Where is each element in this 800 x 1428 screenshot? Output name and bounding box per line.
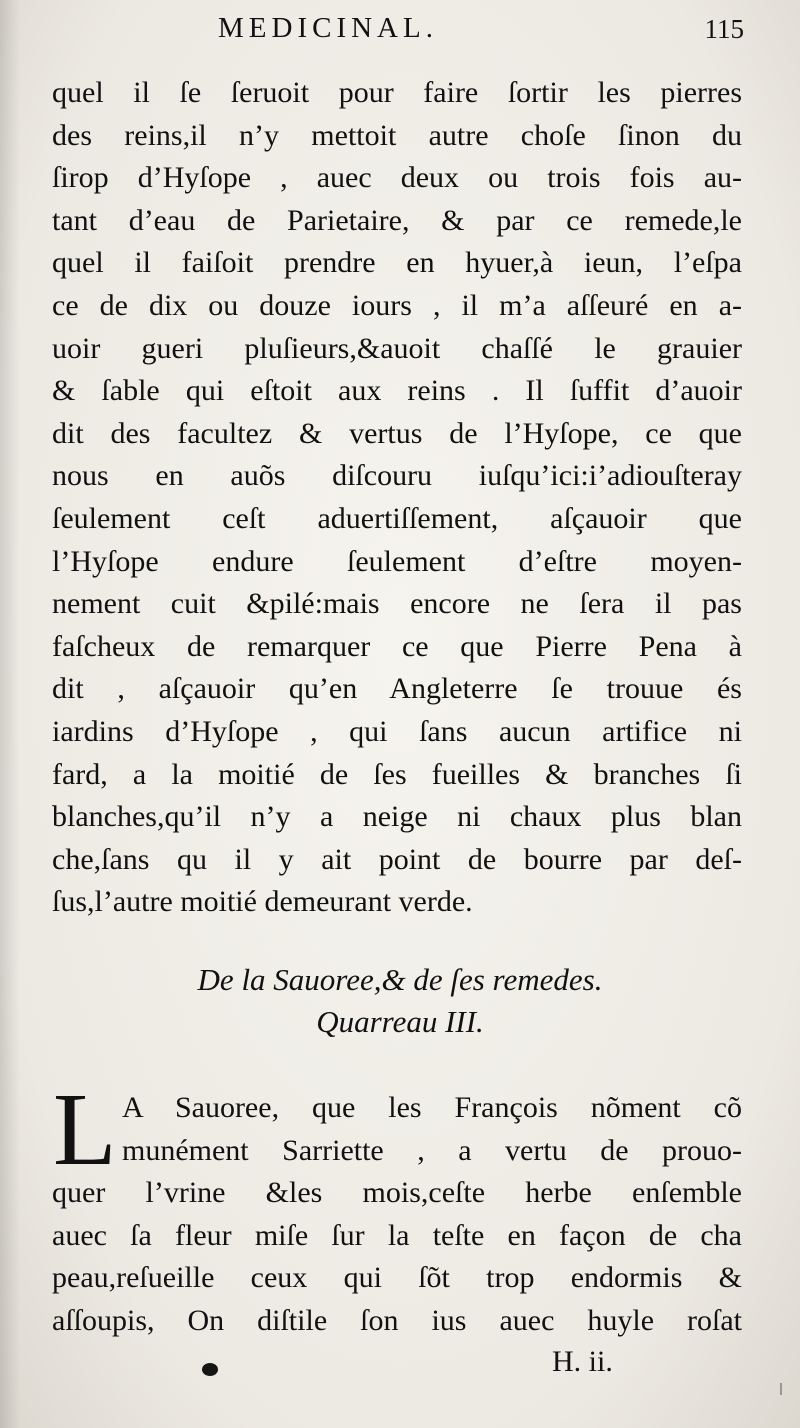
paragraph-1 <box>52 72 742 924</box>
text-line: ce de dix ou douze iours , il m’a aſſeuré en a- <box>52 288 742 322</box>
page-header <box>0 12 800 52</box>
margin-mark <box>780 1383 782 1395</box>
running-head: MEDICINAL. <box>218 12 438 44</box>
text-line: dit , aſçauoir qu’en Angleterre ſe trouue és <box>52 672 742 706</box>
text-line: quel il ſe ſeruoit pour faire ſortir les pierres <box>52 76 742 109</box>
text-line: quer l’vrine &les mois,ceſte herbe enſemble <box>52 1176 742 1210</box>
text-line: auec ſa fleur miſe ſur la teſte en façon de cha <box>52 1218 742 1252</box>
text-line: ſirop d’Hyſope , auec deux ou trois fois au- <box>52 161 742 195</box>
paragraph-2 <box>52 1072 742 1343</box>
text-line: munément Sarriette , a vertu de prouo- <box>122 1133 742 1167</box>
text-line: dit des facultez & vertus de l’Hyſope, ce que <box>52 416 742 450</box>
section-subtitle: Quarreau III. <box>316 1004 484 1039</box>
text-line: fard, a la moitié de ſes fueilles & branches ſi <box>52 757 742 791</box>
binding-shadow <box>0 0 20 1428</box>
text-line: aſſoupis, On diſtile ſon ius auec huyle roſat <box>52 1303 742 1337</box>
text-line: l’Hyſope endure ſeulement d’eſtre moyen- <box>52 544 742 578</box>
drop-cap: L <box>53 1072 117 1187</box>
text-line: tant d’eau de Parietaire, & par ce remede,le <box>52 203 742 237</box>
section-title: De la Sauoree,& de ſes remedes. <box>197 962 603 997</box>
text-line: iardins d’Hyſope , qui ſans aucun artifice ni <box>52 714 742 748</box>
text-line: & ſable qui eſtoit aux reins . Il ſuffit d’auoir <box>52 374 742 408</box>
text-line: ſeulement ceſt aduertiſſement, aſçauoir que <box>52 501 742 535</box>
text-line: faſcheux de remarquer ce que Pierre Pena à <box>52 629 742 663</box>
page-number: 115 <box>704 14 744 44</box>
text-line: A Sauoree, que les François nõment cõ <box>122 1091 742 1124</box>
text-line: ſus,l’autre moitié demeurant verde. <box>52 885 473 919</box>
text-line: che,ſans qu il y ait point de bourre par deſ- <box>52 842 742 876</box>
text-line: des reins,il n’y mettoit autre choſe ſinon du <box>52 118 742 152</box>
text-line: peau,reſueille ceux qui ſõt trop endormis & <box>52 1261 742 1295</box>
text-line: nous en auõs diſcouru iuſqu’ici:i’adiouſteray <box>52 459 742 493</box>
text-line: quel il faiſoit prendre en hyuer,à ieun, l’eſpa <box>52 246 742 280</box>
text-line: nement cuit &pilé:mais encore ne ſera il pas <box>52 587 742 621</box>
ink-blot <box>202 1363 218 1376</box>
text-line: uoir gueri pluſieurs,&auoit chaſſé le grauier <box>52 331 742 365</box>
text-line: blanches,qu’il n’y a neige ni chaux plus blan <box>52 800 742 834</box>
signature-mark: H. ii. <box>552 1345 613 1378</box>
